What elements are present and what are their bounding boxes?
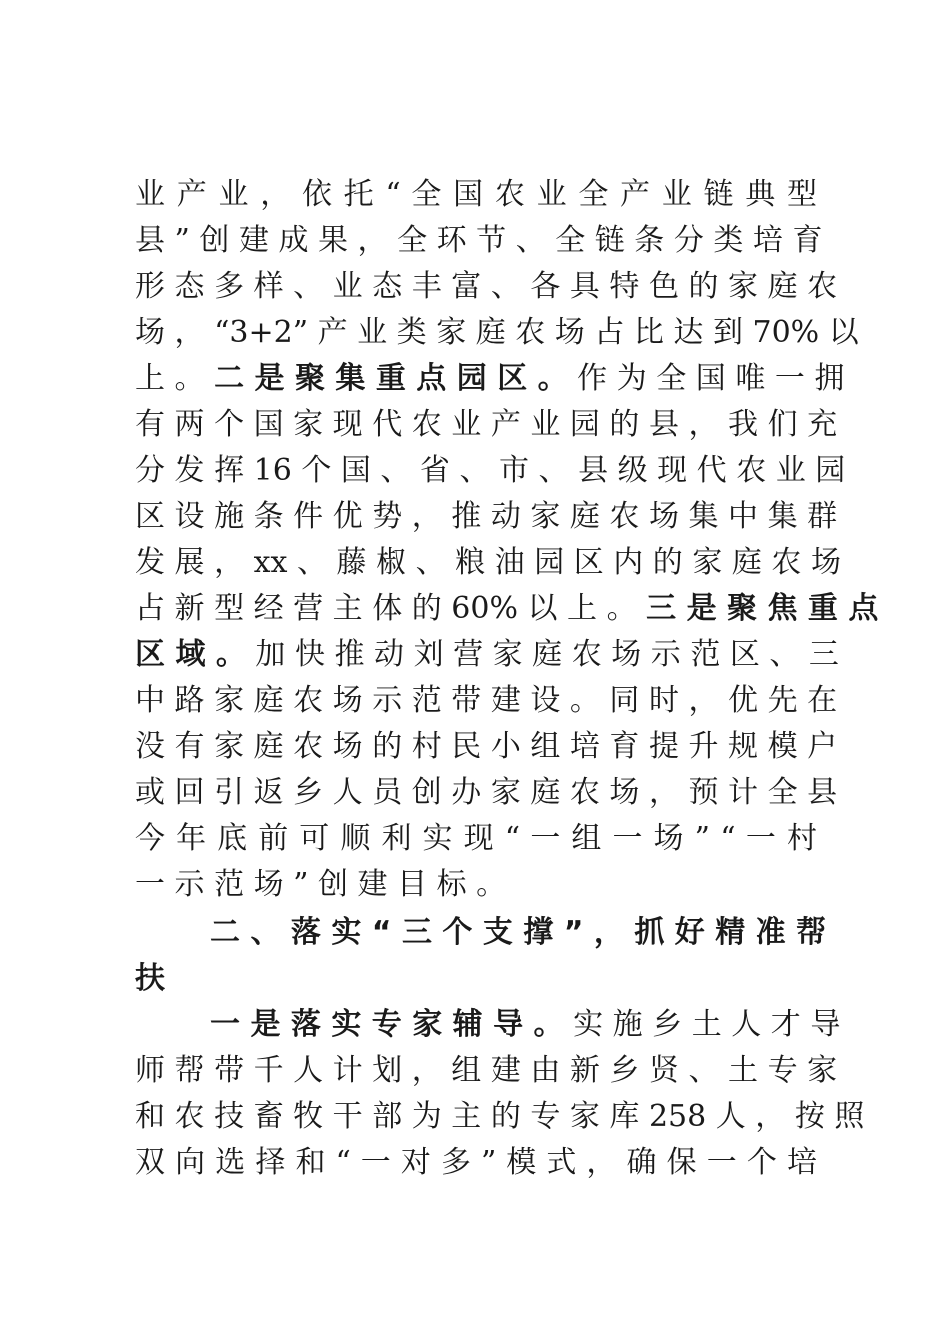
line-text: 中 路 家 庭 农 场 示 范 带 建 设 。 同 时 ， 优 先 在	[135, 683, 838, 718]
text-line	[135, 402, 838, 448]
line-text: 或 回 引 返 乡 人 员 创 办 家 庭 农 场 ， 预 计 全 县	[135, 775, 838, 810]
line-text: 业 产 业 ， 依 托 “ 全 国 农 业 全 产 业 链 典 型	[135, 177, 817, 212]
line-text: 今 年 底 前 可 顺 利 实 现 “ 一 组 一 场 ” “ 一 村	[135, 821, 817, 856]
line-text	[210, 1002, 841, 1048]
inline-subheading: 二 是 聚 集 重 点 园 区 。	[214, 361, 568, 396]
text-line	[135, 218, 823, 264]
line-text: 区 设 施 条 件 优 势 ， 推 动 家 庭 农 场 集 中 集 群	[135, 499, 838, 534]
text-line	[135, 1048, 838, 1094]
line-text	[135, 356, 845, 402]
text-line	[135, 172, 817, 218]
text-line	[135, 1094, 865, 1140]
line-segment: 作 为 全 国 唯 一 拥	[567, 361, 845, 396]
text-line	[135, 1140, 817, 1186]
text-line	[135, 862, 817, 908]
line-text: 双 向 选 择 和 “ 一 对 多 ” 模 式 ， 确 保 一 个 培	[135, 1145, 817, 1180]
text-line	[135, 356, 845, 402]
text-line	[135, 724, 838, 770]
text-line	[135, 310, 859, 356]
line-text: 发 展 ， xx 、 藤 椒 、 粮 油 园 区 内 的 家 庭 农 场	[135, 545, 841, 580]
text-line	[135, 448, 846, 494]
line-text	[135, 632, 839, 678]
line-text: 一 示 范 场 ” 创 建 目 标 。	[135, 867, 507, 902]
line-text: 师 帮 带 千 人 计 划 ， 组 建 由 新 乡 贤 、 土 专 家	[135, 1053, 838, 1088]
section-heading-text: 扶	[135, 961, 165, 996]
line-text	[135, 586, 879, 632]
line-text: 没 有 家 庭 农 场 的 村 民 小 组 培 育 提 升 规 模 户	[135, 729, 838, 764]
text-line	[135, 632, 839, 678]
text-line	[135, 494, 838, 540]
line-text: 和 农 技 畜 牧 干 部 为 主 的 专 家 库 258 人 ， 按 照	[135, 1099, 865, 1134]
section-heading	[210, 910, 827, 956]
section-heading	[135, 956, 817, 1002]
inline-subheading: 三 是 聚 焦 重 点	[646, 591, 879, 626]
text-line	[135, 816, 817, 862]
section-heading-text: 二 、 落 实 “ 三 个 支 撑 ” ， 抓 好 精 准 帮	[210, 915, 827, 950]
text-line	[135, 770, 838, 816]
line-segment: 加 快 推 动 刘 营 家 庭 农 场 示 范 区 、 三	[245, 637, 839, 672]
inline-subheading: 区 域 。	[135, 637, 246, 672]
text-line	[135, 540, 841, 586]
line-text: 县 ” 创 建 成 果 ， 全 环 节 、 全 链 条 分 类 培 育	[135, 223, 823, 258]
line-text: 形 态 多 样 、 业 态 丰 富 、 各 具 特 色 的 家 庭 农	[135, 269, 838, 304]
line-text: 场 ， “3+2” 产 业 类 家 庭 农 场 占 比 达 到 70% 以	[135, 315, 859, 350]
line-segment: 实 施 乡 土 人 才 导	[563, 1007, 841, 1042]
line-text: 有 两 个 国 家 现 代 农 业 产 业 园 的 县 ， 我 们 充	[135, 407, 838, 442]
line-text: 分 发 挥 16 个 国 、 省 、 市 、 县 级 现 代 农 业 园	[135, 453, 846, 488]
inline-subheading: 一 是 落 实 专 家 辅 导 。	[210, 1007, 564, 1042]
text-line	[135, 264, 838, 310]
line-segment: 占 新 型 经 营 主 体 的 60% 以 上 。	[135, 591, 647, 626]
text-line	[135, 586, 879, 632]
text-line	[135, 678, 838, 724]
line-segment: 上 。	[135, 361, 215, 396]
text-line	[210, 1002, 841, 1048]
